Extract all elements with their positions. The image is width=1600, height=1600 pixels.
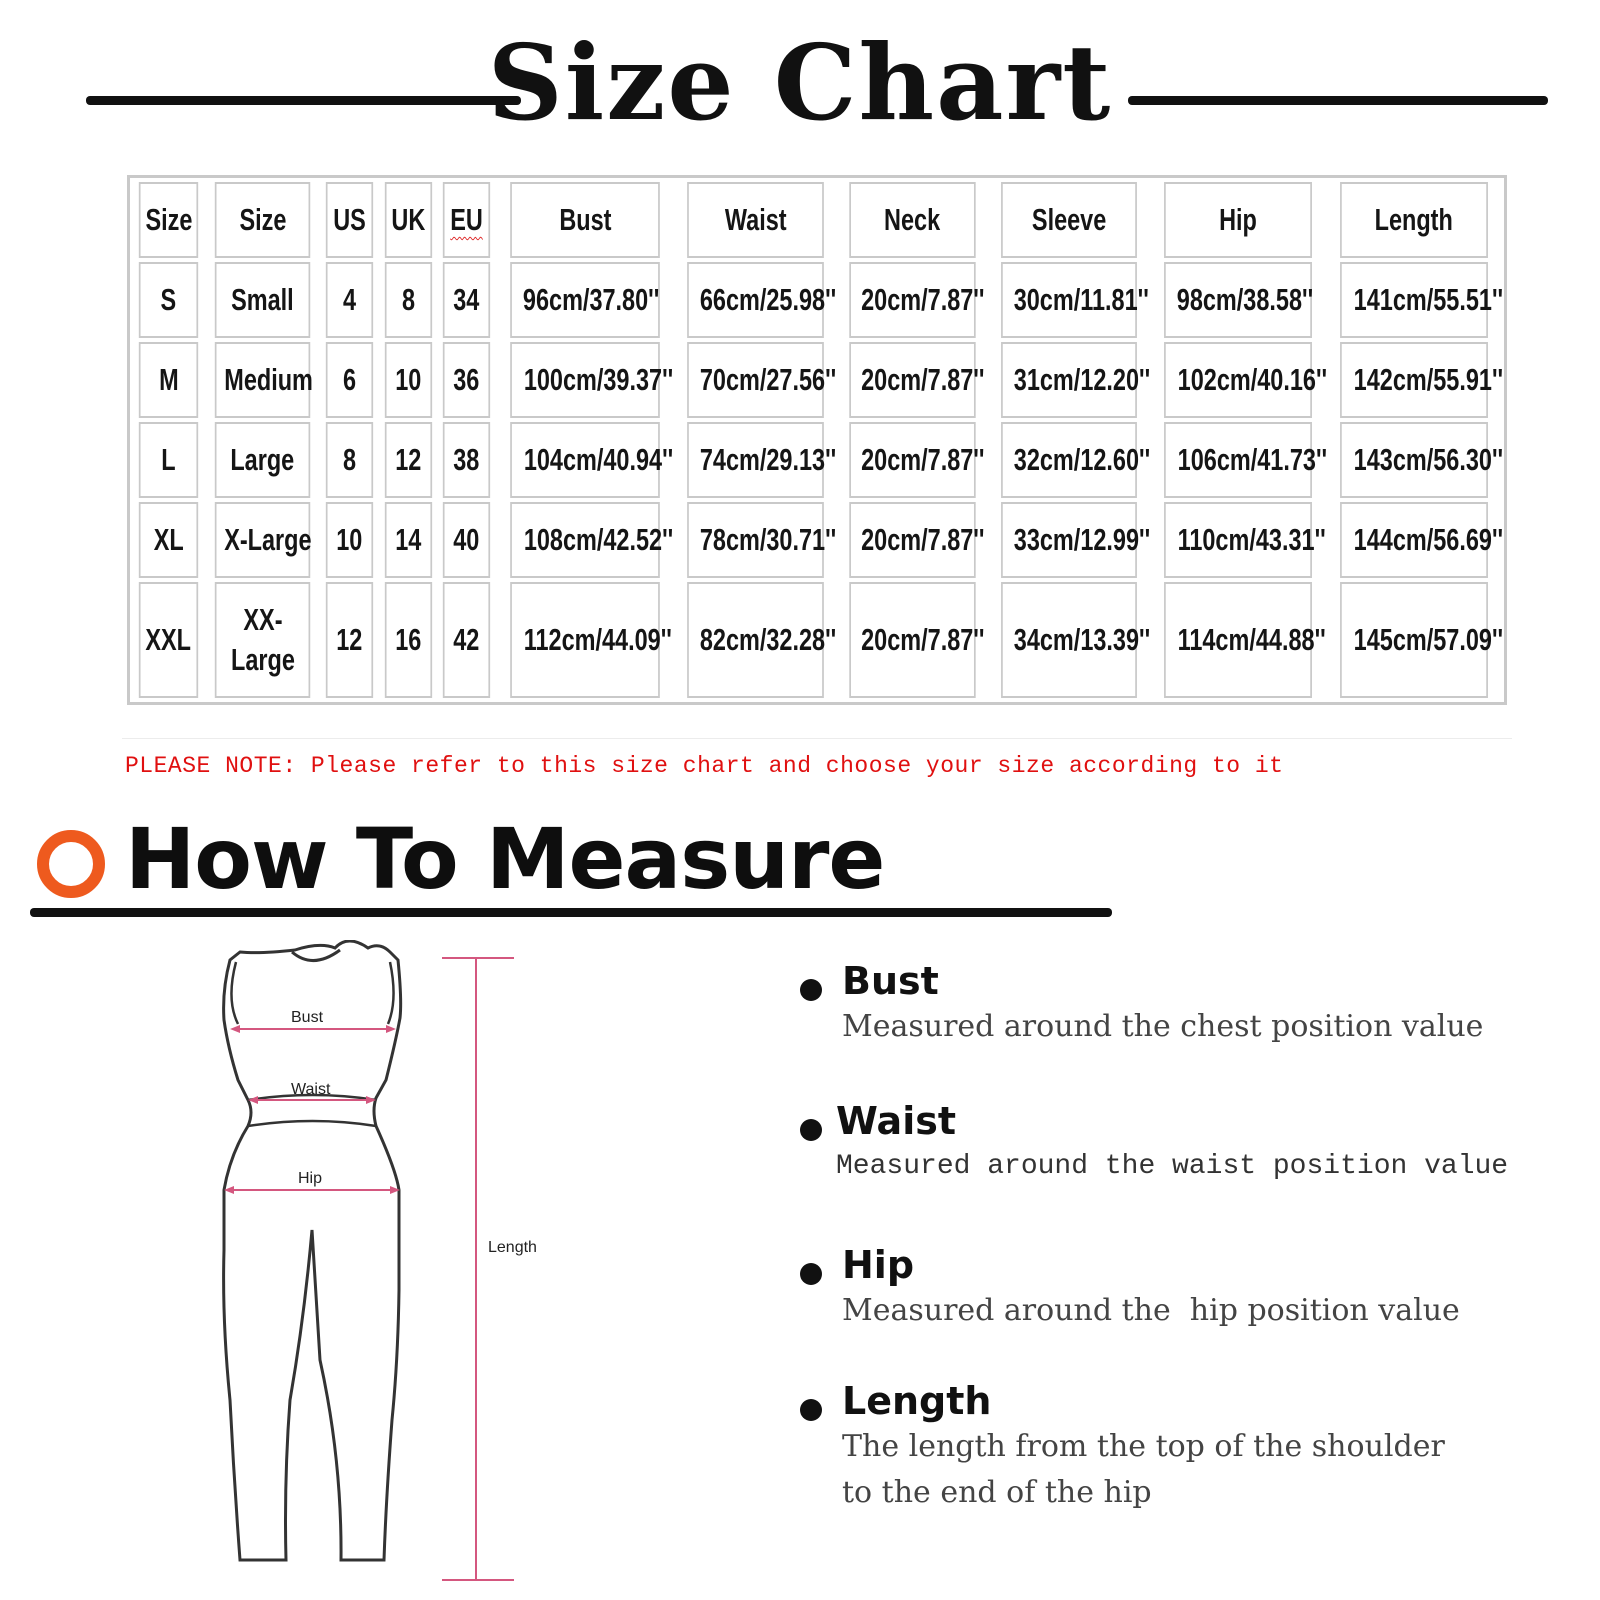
figure-label-length: Length (488, 1239, 537, 1256)
table-cell: Medium (215, 342, 311, 418)
table-cell: 10 (385, 342, 432, 418)
bullet-icon (800, 1119, 822, 1141)
table-cell: Large (215, 422, 311, 498)
table-cell: L (139, 422, 198, 498)
header-sleeve: Sleeve (1001, 182, 1137, 258)
table-cell: Small (215, 262, 311, 338)
table-cell: 142cm/55.91'' (1340, 342, 1488, 418)
header-size-code: Size (139, 182, 198, 258)
table-cell: 6 (326, 342, 373, 418)
definition-title: Bust (842, 959, 939, 1003)
table-cell: M (139, 342, 198, 418)
table-cell: 4 (326, 262, 373, 338)
table-cell: 114cm/44.88'' (1164, 582, 1312, 698)
figure-armhole-right (388, 962, 394, 1024)
table-cell: 141cm/55.51'' (1340, 262, 1488, 338)
header-uk: UK (385, 182, 432, 258)
table-cell: 110cm/43.31'' (1164, 502, 1312, 578)
bullet-icon (800, 979, 822, 1001)
table-cell: 145cm/57.09'' (1340, 582, 1488, 698)
table-row (134, 262, 1500, 338)
table-cell: 38 (443, 422, 490, 498)
table-cell: X-Large (215, 502, 311, 578)
table-cell: 112cm/44.09'' (510, 582, 660, 698)
table-cell: 8 (326, 422, 373, 498)
table-cell: XL (139, 502, 198, 578)
header-waist: Waist (687, 182, 824, 258)
header-size-name: Size (215, 182, 311, 258)
body-measure-figure (200, 940, 620, 1600)
table-cell: 96cm/37.80'' (510, 262, 660, 338)
table-row (134, 422, 1500, 498)
definition-title: Hip (842, 1243, 915, 1287)
table-cell: 78cm/30.71'' (687, 502, 824, 578)
table-cell: 82cm/32.28'' (687, 582, 824, 698)
definition-text: Measured around the chest position value (842, 1009, 1484, 1044)
section-rule (30, 908, 1112, 917)
figure-label-bust: Bust (291, 1009, 324, 1026)
how-to-measure-header (30, 810, 1110, 920)
definition-text: Measured around the hip position value (842, 1293, 1460, 1328)
header-hip: Hip (1164, 182, 1312, 258)
header-us: US (326, 182, 373, 258)
bust-arrow-right (386, 1025, 396, 1033)
table-cell: 14 (385, 502, 432, 578)
table-cell: 106cm/41.73'' (1164, 422, 1312, 498)
table-cell: 144cm/56.69'' (1340, 502, 1488, 578)
orange-ring-icon (37, 830, 105, 898)
section-title: How To Measure (125, 810, 885, 908)
bust-arrow-left (230, 1025, 240, 1033)
table-header-row (134, 182, 1500, 258)
table-cell: 8 (385, 262, 432, 338)
figure-label-waist: Waist (291, 1081, 331, 1098)
table-cell: 100cm/39.37'' (510, 342, 660, 418)
table-cell: 20cm/7.87'' (849, 422, 975, 498)
table-cell: 10 (326, 502, 373, 578)
size-chart-header (0, 18, 1600, 148)
definition-text: Measured around the waist position value (836, 1151, 1509, 1182)
divider (122, 738, 1512, 739)
figure-label-hip: Hip (298, 1170, 323, 1187)
header-length: Length (1340, 182, 1488, 258)
table-cell: 36 (443, 342, 490, 418)
table-cell: 40 (443, 502, 490, 578)
table-cell: 70cm/27.56'' (687, 342, 824, 418)
size-table (127, 175, 1507, 705)
header-bust: Bust (510, 182, 660, 258)
table-row (134, 502, 1500, 578)
table-cell: 12 (385, 422, 432, 498)
size-note: PLEASE NOTE: Please refer to this size chart and choose your size according to it (125, 753, 1284, 779)
figure-neckline (292, 950, 340, 961)
table-cell: 104cm/40.94'' (510, 422, 660, 498)
definition-title: Length (842, 1379, 992, 1423)
table-cell: 98cm/38.58'' (1164, 262, 1312, 338)
table-cell: 108cm/42.52'' (510, 502, 660, 578)
table-cell: 31cm/12.20'' (1001, 342, 1137, 418)
table-row (134, 342, 1500, 418)
table-cell: 74cm/29.13'' (687, 422, 824, 498)
table-cell: XX-Large (215, 582, 311, 698)
table-cell: XXL (139, 582, 198, 698)
figure-outline (224, 941, 401, 1560)
table-cell: 20cm/7.87'' (849, 342, 975, 418)
table-cell: 16 (385, 582, 432, 698)
definition-text: The length from the top of the shoulder to the end of the hip (842, 1429, 1445, 1510)
table-cell: 42 (443, 582, 490, 698)
header-eu: EU (443, 182, 490, 258)
header-neck: Neck (849, 182, 975, 258)
table-cell: 66cm/25.98'' (687, 262, 824, 338)
definition-title: Waist (836, 1099, 957, 1143)
table-cell: 30cm/11.81'' (1001, 262, 1137, 338)
table-cell: 20cm/7.87'' (849, 262, 975, 338)
table-cell: 33cm/12.99'' (1001, 502, 1137, 578)
title-rule-right (1128, 96, 1548, 105)
table-cell: 143cm/56.30'' (1340, 422, 1488, 498)
table-cell: 32cm/12.60'' (1001, 422, 1137, 498)
figure-waistband-bottom (248, 1121, 376, 1126)
size-table-container (127, 175, 1507, 705)
table-cell: 20cm/7.87'' (849, 582, 975, 698)
table-cell: 34cm/13.39'' (1001, 582, 1137, 698)
table-row (134, 582, 1500, 698)
page-title: Size Chart (487, 21, 1113, 144)
table-cell: 102cm/40.16'' (1164, 342, 1312, 418)
bullet-icon (800, 1399, 822, 1421)
table-cell: 12 (326, 582, 373, 698)
bullet-icon (800, 1263, 822, 1285)
table-cell: 34 (443, 262, 490, 338)
figure-armhole-left (231, 962, 238, 1024)
jumpsuit-outline-illustration (200, 940, 620, 1600)
table-cell: S (139, 262, 198, 338)
table-cell: 20cm/7.87'' (849, 502, 975, 578)
